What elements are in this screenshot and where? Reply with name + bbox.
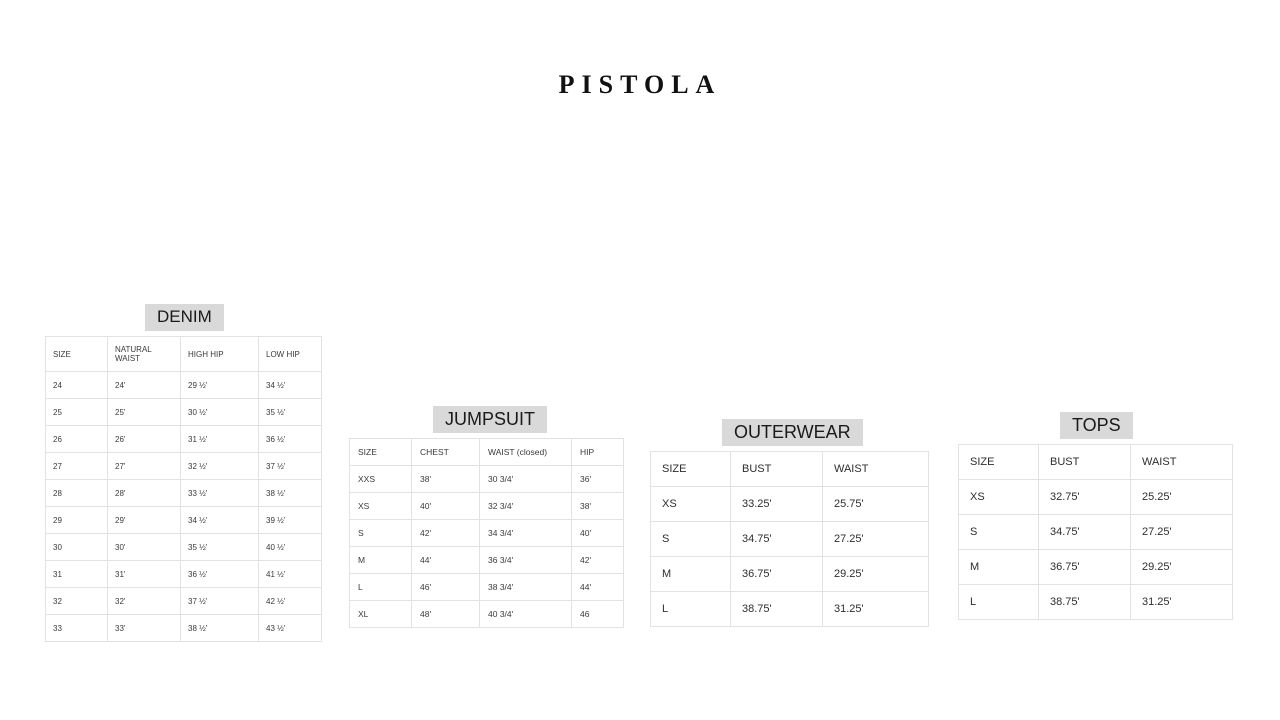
table-cell: 46' (412, 574, 480, 601)
table-header-row (651, 452, 929, 487)
column-header: SIZE (350, 439, 412, 466)
table-cell: L (959, 585, 1039, 620)
table-cell: 30 3/4' (480, 466, 572, 493)
section-title-outerwear: OUTERWEAR (722, 419, 863, 446)
table-cell: 25.25' (1131, 480, 1233, 515)
table-cell: 32 ½' (181, 453, 259, 480)
table-row (46, 372, 322, 399)
table-cell: 33' (108, 615, 181, 642)
table-cell: XS (350, 493, 412, 520)
table-cell: 30 (46, 534, 108, 561)
size-chart-denim (45, 304, 322, 642)
table-cell: 36 3/4' (480, 547, 572, 574)
table-row (46, 426, 322, 453)
table-cell: 40' (412, 493, 480, 520)
table-cell: 31 (46, 561, 108, 588)
section-title-tops: TOPS (1060, 412, 1133, 439)
table-cell: 31.25' (823, 592, 929, 627)
table-cell: 36.75' (731, 557, 823, 592)
table-cell: 34 3/4' (480, 520, 572, 547)
table-cell: 36.75' (1039, 550, 1131, 585)
table-cell: 35 ½' (259, 399, 322, 426)
table-cell: 27 (46, 453, 108, 480)
table-cell: 38 ½' (181, 615, 259, 642)
table-cell: 38 3/4' (480, 574, 572, 601)
table-cell: 34 ½' (181, 507, 259, 534)
table-row (350, 493, 624, 520)
table-cell: 37 ½' (181, 588, 259, 615)
table-row (46, 615, 322, 642)
outerwear-table (650, 451, 929, 627)
table-row (350, 574, 624, 601)
table-cell: 40 ½' (259, 534, 322, 561)
table-cell: 39 ½' (259, 507, 322, 534)
brand-title: PISTOLA (558, 70, 722, 99)
size-chart-outerwear (650, 419, 929, 627)
denim-table (45, 336, 322, 642)
table-cell: 27.25' (1131, 515, 1233, 550)
table-row (350, 520, 624, 547)
table-cell: 28 (46, 480, 108, 507)
column-header: WAIST (1131, 445, 1233, 480)
table-cell: 36 ½' (181, 561, 259, 588)
table-cell: 28' (108, 480, 181, 507)
table-cell: M (350, 547, 412, 574)
table-cell: L (651, 592, 731, 627)
column-header: SIZE (651, 452, 731, 487)
table-row (350, 601, 624, 628)
table-header-row (46, 337, 322, 372)
table-cell: 38' (572, 493, 624, 520)
table-cell: 38' (412, 466, 480, 493)
table-header-row (350, 439, 624, 466)
table-row (959, 515, 1233, 550)
table-cell: 26' (108, 426, 181, 453)
table-cell: XS (651, 487, 731, 522)
table-cell: 43 ½' (259, 615, 322, 642)
table-cell: 38 ½' (259, 480, 322, 507)
table-cell: 27.25' (823, 522, 929, 557)
table-row (651, 522, 929, 557)
table-cell: 29 (46, 507, 108, 534)
table-row (651, 592, 929, 627)
table-cell: 38.75' (731, 592, 823, 627)
table-cell: 34.75' (1039, 515, 1131, 550)
table-cell: S (350, 520, 412, 547)
table-cell: 32' (108, 588, 181, 615)
table-cell: M (959, 550, 1039, 585)
table-row (959, 550, 1233, 585)
table-cell: 27' (108, 453, 181, 480)
table-row (651, 557, 929, 592)
table-cell: 24 (46, 372, 108, 399)
table-cell: 48' (412, 601, 480, 628)
table-cell: 31.25' (1131, 585, 1233, 620)
column-header: SIZE (46, 337, 108, 372)
table-cell: 36' (572, 466, 624, 493)
size-chart-tops (958, 412, 1233, 620)
column-header: WAIST (823, 452, 929, 487)
table-cell: 30' (108, 534, 181, 561)
table-cell: 33 (46, 615, 108, 642)
table-cell: 25.75' (823, 487, 929, 522)
table-cell: 25' (108, 399, 181, 426)
table-cell: 32 (46, 588, 108, 615)
table-cell: 29.25' (823, 557, 929, 592)
table-cell: 40 3/4' (480, 601, 572, 628)
column-header: NATURAL WAIST (108, 337, 181, 372)
table-cell: 41 ½' (259, 561, 322, 588)
column-header: HIGH HIP (181, 337, 259, 372)
table-cell: 25 (46, 399, 108, 426)
table-cell: XL (350, 601, 412, 628)
table-cell: 33 ½' (181, 480, 259, 507)
table-header-row (959, 445, 1233, 480)
table-cell: 36 ½' (259, 426, 322, 453)
table-row (46, 399, 322, 426)
table-cell: XS (959, 480, 1039, 515)
table-row (651, 487, 929, 522)
table-row (959, 585, 1233, 620)
column-header: BUST (1039, 445, 1131, 480)
table-cell: 29.25' (1131, 550, 1233, 585)
table-row (46, 453, 322, 480)
column-header: HIP (572, 439, 624, 466)
table-cell: 31' (108, 561, 181, 588)
table-cell: M (651, 557, 731, 592)
table-row (46, 588, 322, 615)
table-cell: 42' (412, 520, 480, 547)
column-header: BUST (731, 452, 823, 487)
table-row (46, 561, 322, 588)
table-row (46, 480, 322, 507)
table-cell: 40' (572, 520, 624, 547)
table-cell: 35 ½' (181, 534, 259, 561)
section-title-jumpsuit: JUMPSUIT (433, 406, 547, 433)
table-cell: 37 ½' (259, 453, 322, 480)
column-header: WAIST (closed) (480, 439, 572, 466)
column-header: CHEST (412, 439, 480, 466)
table-cell: 42 ½' (259, 588, 322, 615)
table-cell: 44' (412, 547, 480, 574)
table-cell: 29 ½' (181, 372, 259, 399)
table-cell: 38.75' (1039, 585, 1131, 620)
table-cell: 33.25' (731, 487, 823, 522)
table-cell: L (350, 574, 412, 601)
column-header: SIZE (959, 445, 1039, 480)
column-header: LOW HIP (259, 337, 322, 372)
table-cell: 30 ½' (181, 399, 259, 426)
section-title-denim: DENIM (145, 304, 224, 331)
table-cell: S (959, 515, 1039, 550)
table-cell: 24' (108, 372, 181, 399)
table-cell: 31 ½' (181, 426, 259, 453)
table-cell: 42' (572, 547, 624, 574)
table-cell: 26 (46, 426, 108, 453)
jumpsuit-table (349, 438, 624, 628)
table-row (959, 480, 1233, 515)
table-cell: 32 3/4' (480, 493, 572, 520)
size-chart-jumpsuit (349, 406, 624, 628)
table-cell: 34 ½' (259, 372, 322, 399)
table-cell: 44' (572, 574, 624, 601)
table-cell: 34.75' (731, 522, 823, 557)
table-row (46, 507, 322, 534)
table-cell: 32.75' (1039, 480, 1131, 515)
table-cell: 46 (572, 601, 624, 628)
table-row (350, 547, 624, 574)
table-row (46, 534, 322, 561)
tops-table (958, 444, 1233, 620)
table-row (350, 466, 624, 493)
table-cell: S (651, 522, 731, 557)
table-cell: XXS (350, 466, 412, 493)
table-cell: 29' (108, 507, 181, 534)
